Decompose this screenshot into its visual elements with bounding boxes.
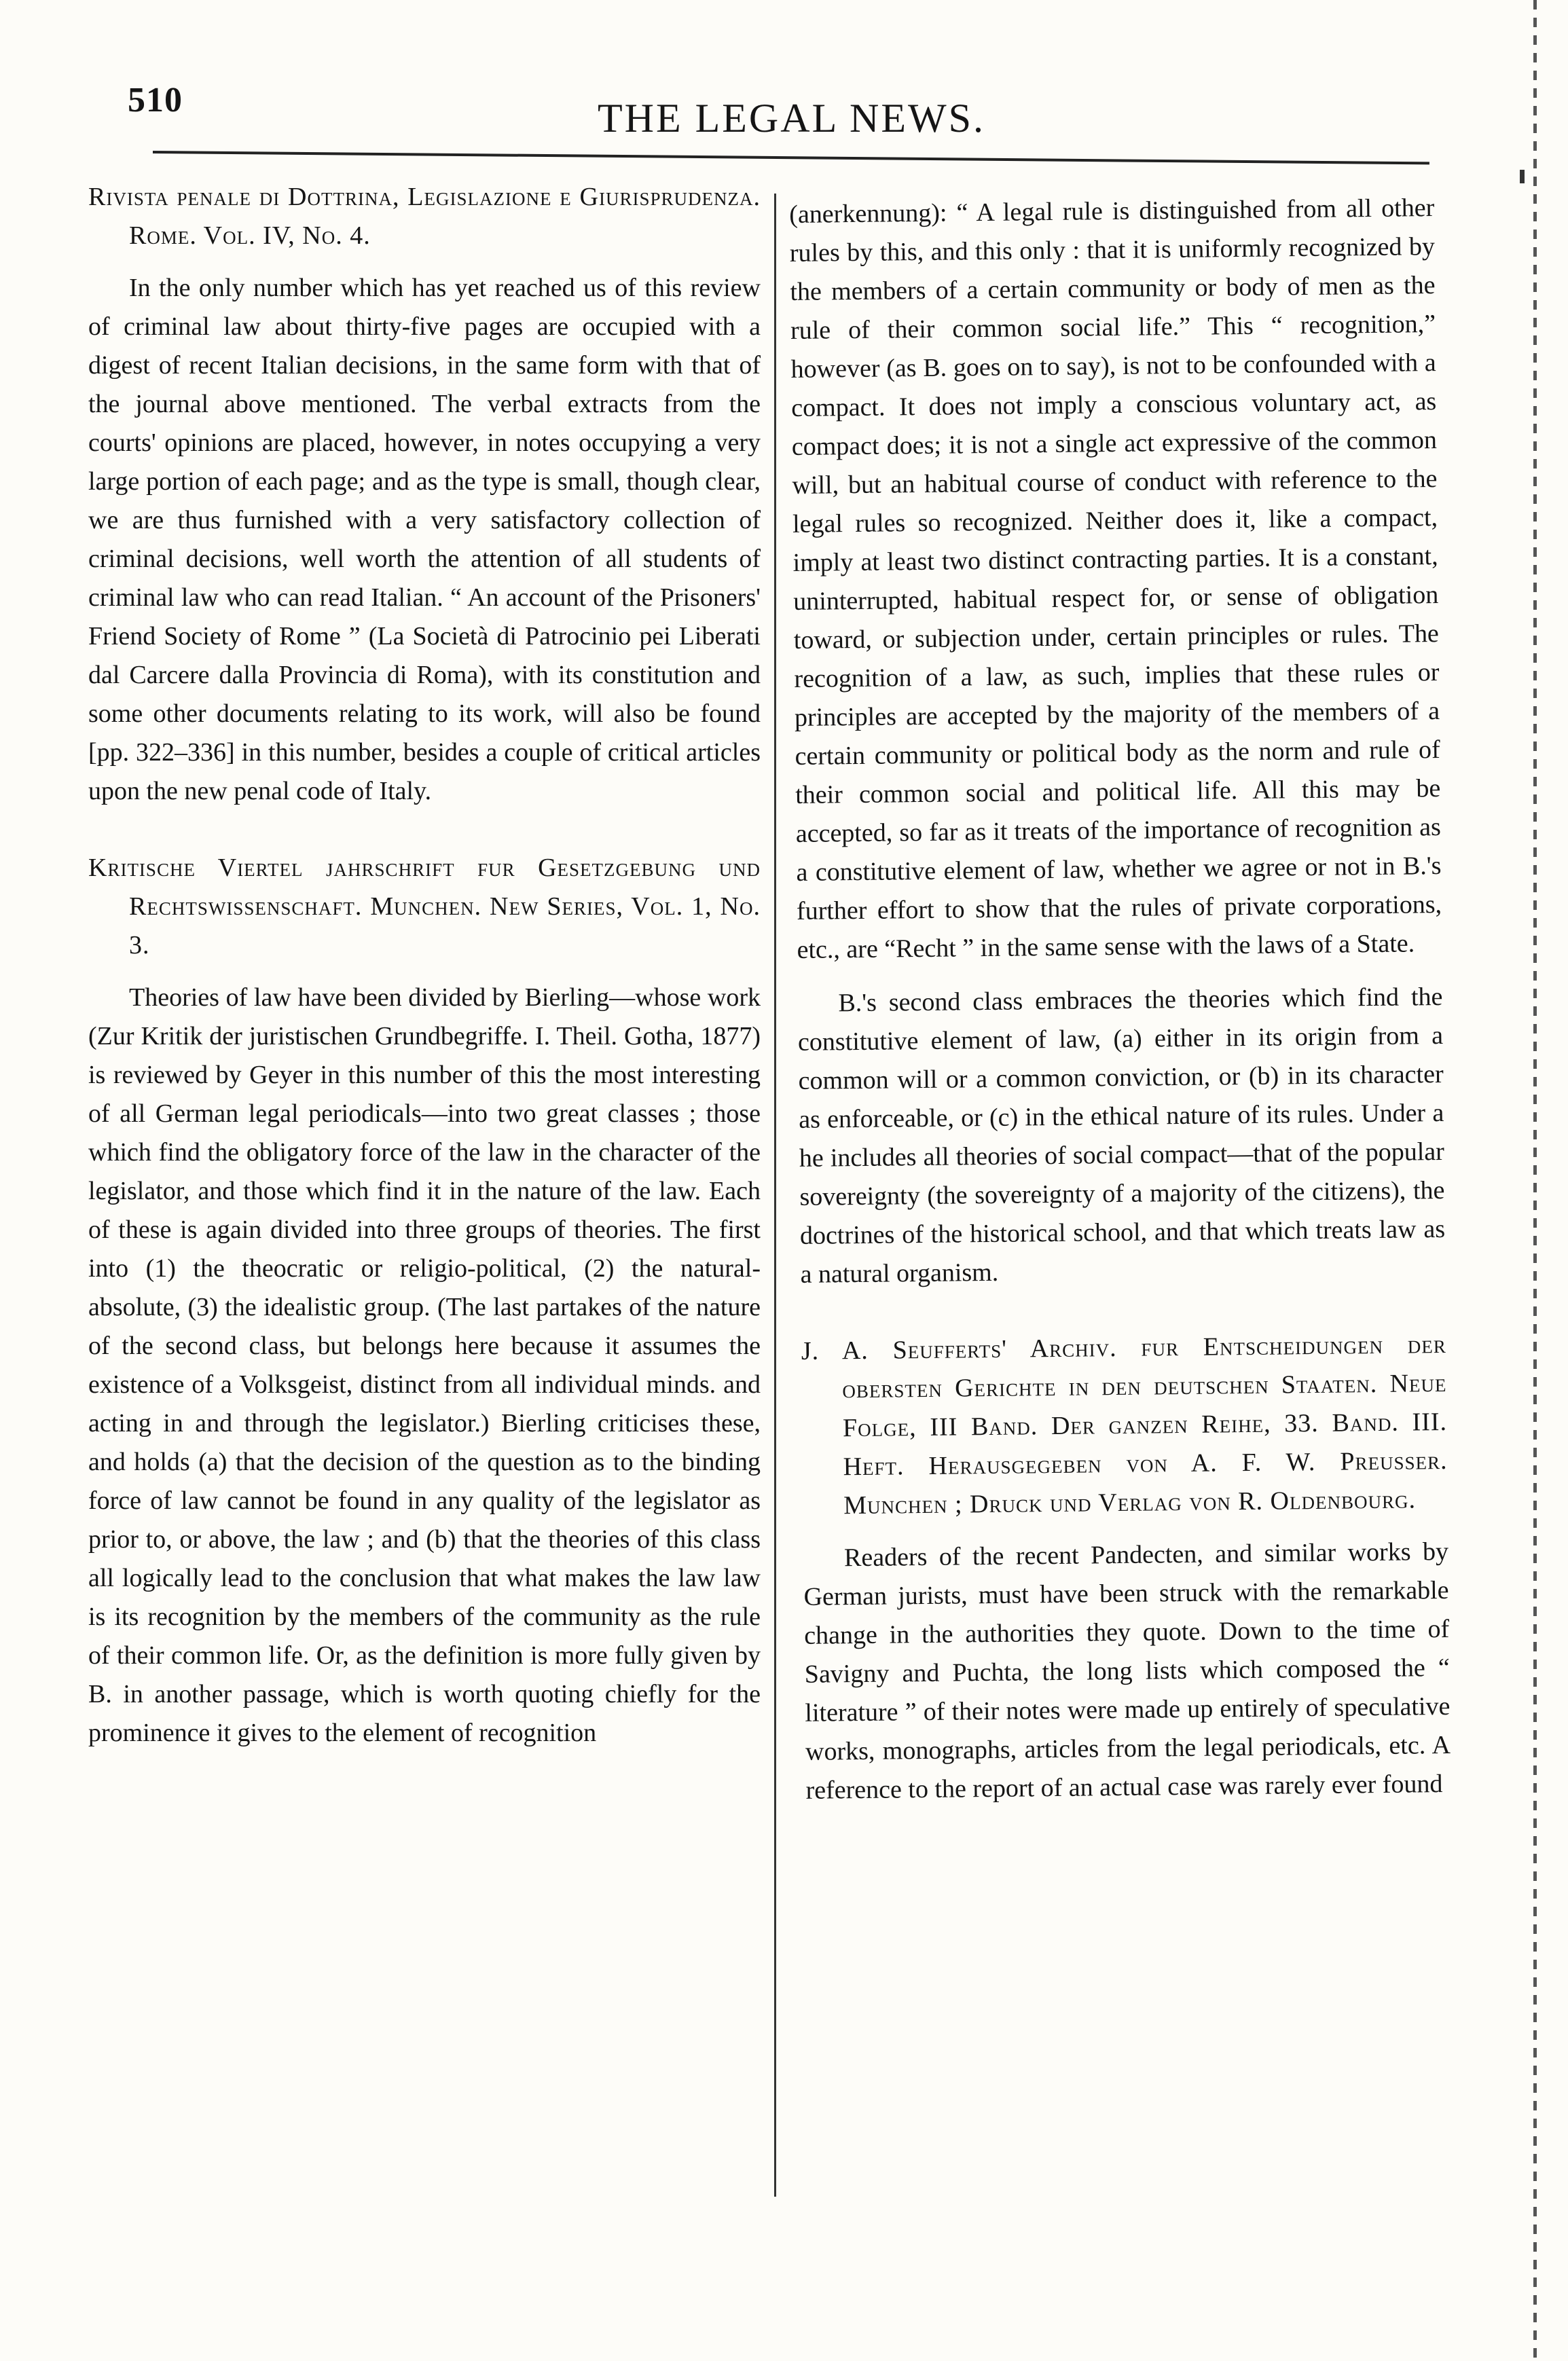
review-paragraph: Theories of law have been divided by Bierling—whose work (Zur Kritik der juristischen Grundbegriffe. I. Theil. Gotha, 1877) is reviewed by Geyer in this number of this the most interesting of all German legal periodicals—into two great classes ; those which find the obligatory force of the law in the character of the legislator, and those which find it in the nature of the law. Each of these is again divided into three groups of theories. The first into (1) the theocratic or religio-political, (2) the natural-absolute, (3) the idealistic group. (The last partakes of the nature of the second class, but belongs here because it assumes the existence of a Volksgeist, distinct from all individual minds. and acting in and through the legislator.) Bierling criticises these, and holds (a) that the decision of the question as to the binding force of law cannot be found in any quality of the legislator as prior to, or above, the law ; and (b) that the theories of this class all logically lead to the conclusion that what makes the law law is its recognition by the members of the community as the rule of their common life. Or, as the definition is more fully given by B. in another passage, which is worth quoting chiefly for the prominence it gives to the element of recognition bbox=[88, 983, 761, 1747]
margin-mark bbox=[1520, 170, 1525, 183]
journal-title: THE LEGAL NEWS. bbox=[598, 96, 985, 141]
body-paragraph: B.'s second class embraces the theories which find the constitutive element of law, (a) either in its origin from a common will or a common conviction, or (b) in its character as enforceable, or (c) in the ethical nature of its rules. Under a he includes all theories of social compact—that of the popular sovereignty (the sovereignty of a majority of the citizens), the doctrines of the historical school, and that which treats law as a natural organism. bbox=[797, 982, 1446, 1289]
header-rule bbox=[153, 151, 1429, 164]
review-heading-kritische-vierteljahrschrift: Kritische Viertel jahrschrift fur Gesetzgebung und Rechtswissenschaft. Munchen. New Series, Vol. 1, No. 3. bbox=[88, 854, 761, 959]
review-heading-rivista-penale: Rivista penale di Dottrina, Legislazione e Giurisprudenza. Rome. Vol. IV, No. 4. bbox=[88, 183, 761, 250]
right-column bbox=[789, 189, 1451, 1825]
review-heading-seufferts-archiv: J. A. Seufferts' Archiv. fur Entscheidungen der obersten Gerichte in den deutschen Staaten. Neue Folge, III Band. Der ganzen Reihe, 33. Band. III. Heft. Herausgegeben von A. F. W. Preusser. Munchen ; Druck und Verlag von R. Oldenbourg. bbox=[801, 1330, 1448, 1520]
page-edge bbox=[1533, 0, 1537, 2361]
review-paragraph: Readers of the recent Pandecten, and similar works by German jurists, must have been struck with the remarkable change in the authorities they quote. Down to the time of Savigny and Puchta, the long lists which composed the “ literature ” of their notes were made up entirely of speculative works, monographs, articles from the legal periodicals, etc. A reference to the report of an actual case was rarely ever found bbox=[803, 1537, 1451, 1805]
left-column bbox=[88, 178, 761, 1768]
column-rule bbox=[774, 194, 776, 2197]
page-number: 510 bbox=[128, 81, 183, 120]
review-paragraph: In the only number which has yet reached us of this review of criminal law about thirty-five pages are occupied with a digest of recent Italian decisions, in the same form with that of the journal above mentioned. The verbal extracts from the courts' opinions are placed, however, in notes occupying a very large portion of each page; and as the type is small, though clear, we are thus furnished with a very satisfactory collection of criminal decisions, well worth the attention of all students of criminal law who can read Italian. “ An account of the Prisoners' Friend Society of Rome ” (La Società di Patrocinio pei Liberati dal Carcere dalla Provincia di Roma), with its constitution and some other documents relating to its work, will also be found [pp. 322–336] in this number, besides a couple of critical articles upon the new penal code of Italy. bbox=[88, 274, 761, 805]
section-gap bbox=[88, 826, 761, 849]
continuation-paragraph: (anerkennung): “ A legal rule is distinguished from all other rules by this, and this only : that it is uniformly recognized by the members of a certain community or body of men as the rule of their common social life.” This “ recognition,” however (as B. goes on to say), is not to be confounded with a compact. It does not imply a conscious voluntary act, as compact does; it is not a single act expressive of the common will, but an habitual course of conduct with reference to the legal rules so recognized. Neither does it, like a compact, imply at least two distinct contracting parties. It is a constant, uninterrupted, habitual respect for, or sense of obligation toward, or subjection under, certain principles or rules. The recognition of a law, as such, implies that these rules or principles are accepted by the majority of the members of a certain community or political body as the norm and rule of their common social and political life. All this may be accepted, so far as it treats of the importance of recognition as a constitutive element of law, whether we agree or not in B.'s further effort to show that the rules of private corporations, etc., are “Recht ” in the same sense with the laws of a State. bbox=[789, 194, 1442, 964]
